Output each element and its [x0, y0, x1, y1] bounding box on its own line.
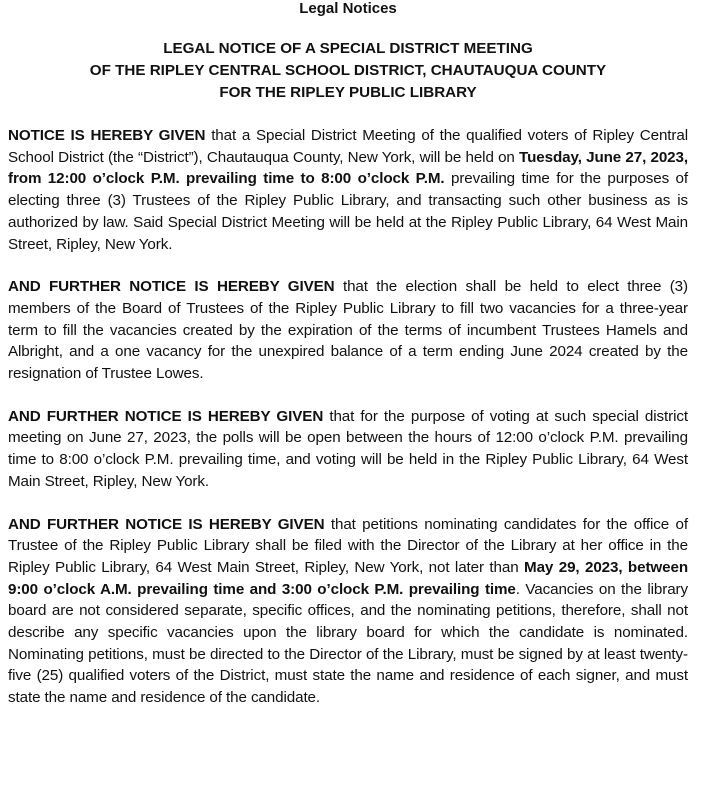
paragraph-text: that petitions nominating candidates for the office of Trustee of the Ripley Public Library shall be filed with the Director of the Library at her office in the Ripley Public Library, 64 West Main Street, Ripley, New York, not later than [8, 515, 688, 576]
petition-deadline: May 29, 2023, between 9:00 o’clock A.M. prevailing time and 3:00 o’clock P.M. prevailing time [8, 558, 688, 598]
notice-title [8, 38, 688, 104]
paragraph-polls-notice [8, 406, 688, 493]
paragraph-petitions-notice [8, 514, 688, 709]
paragraph-text: that for the purpose of voting at such special district meeting on June 27, 2023, the polls will be open between the hours of 12:00 o’clock P.M. prevailing time to 8:00 o’clock P.M. prevailing time, and voting will be held in the Ripley Public Library, 64 West Main Street, Ripley, New York. [8, 407, 688, 490]
paragraph-text: . Vacancies on the library board are not considered separate, specific offices, and the nominating petitions, therefore, shall not describe any specific vacancies upon the library board for which the candidate is nominated. Nominating petitions, must be directed to the Director of the Library, must be signed by at least twenty-five (25) qualified voters of the District, must state the name and residence of each signer, and must state the name and residence of the candidate. [8, 580, 688, 707]
paragraph-text: that a Special District Meeting of the qualified voters of Ripley Central School District (the “District”), Chautauqua County, New York, will be held on [8, 127, 688, 166]
paragraph-text: that the election shall be held to elect three (3) members of the Board of Trustees of the Ripley Public Library to fill two vacancies for a three-year term to fill the vacancies created by the expiration of the terms of incumbent Trustees Hamels and Albright, and a one vacancy for the unexpired balance of a term ending June 2024 created by the resignation of Trustee Lowes. [8, 278, 688, 383]
section-header: Legal Notices [299, 0, 397, 17]
paragraph-lead: AND FURTHER NOTICE IS HEREBY GIVEN [8, 515, 325, 533]
legal-notice-document [8, 0, 688, 709]
notice-title-line-1: LEGAL NOTICE OF A SPECIAL DISTRICT MEETING [163, 40, 533, 57]
paragraph-lead: NOTICE IS HEREBY GIVEN [8, 127, 206, 144]
paragraph-meeting-notice [8, 125, 688, 255]
notice-title-line-3: FOR THE RIPLEY PUBLIC LIBRARY [219, 84, 477, 101]
meeting-date-time: Tuesday, June 27, 2023, from 12:00 o’clock P.M. prevailing time to 8:00 o’clock P.M. [8, 148, 688, 188]
notice-title-line-2: OF THE RIPLEY CENTRAL SCHOOL DISTRICT, CHAUTAUQUA COUNTY [89, 62, 607, 79]
paragraph-lead: AND FURTHER NOTICE IS HEREBY GIVEN [8, 407, 324, 425]
paragraph-text: prevailing time for the purposes of electing three (3) Trustees of the Ripley Public Library, and transacting such other business as is authorized by law. Said Special District Meeting will be held at the Ripley Public Library, 64 West Main Street, Ripley, New York. [8, 170, 688, 253]
paragraph-election-notice [8, 276, 688, 385]
paragraph-lead: AND FURTHER NOTICE IS HEREBY GIVEN [8, 278, 335, 296]
